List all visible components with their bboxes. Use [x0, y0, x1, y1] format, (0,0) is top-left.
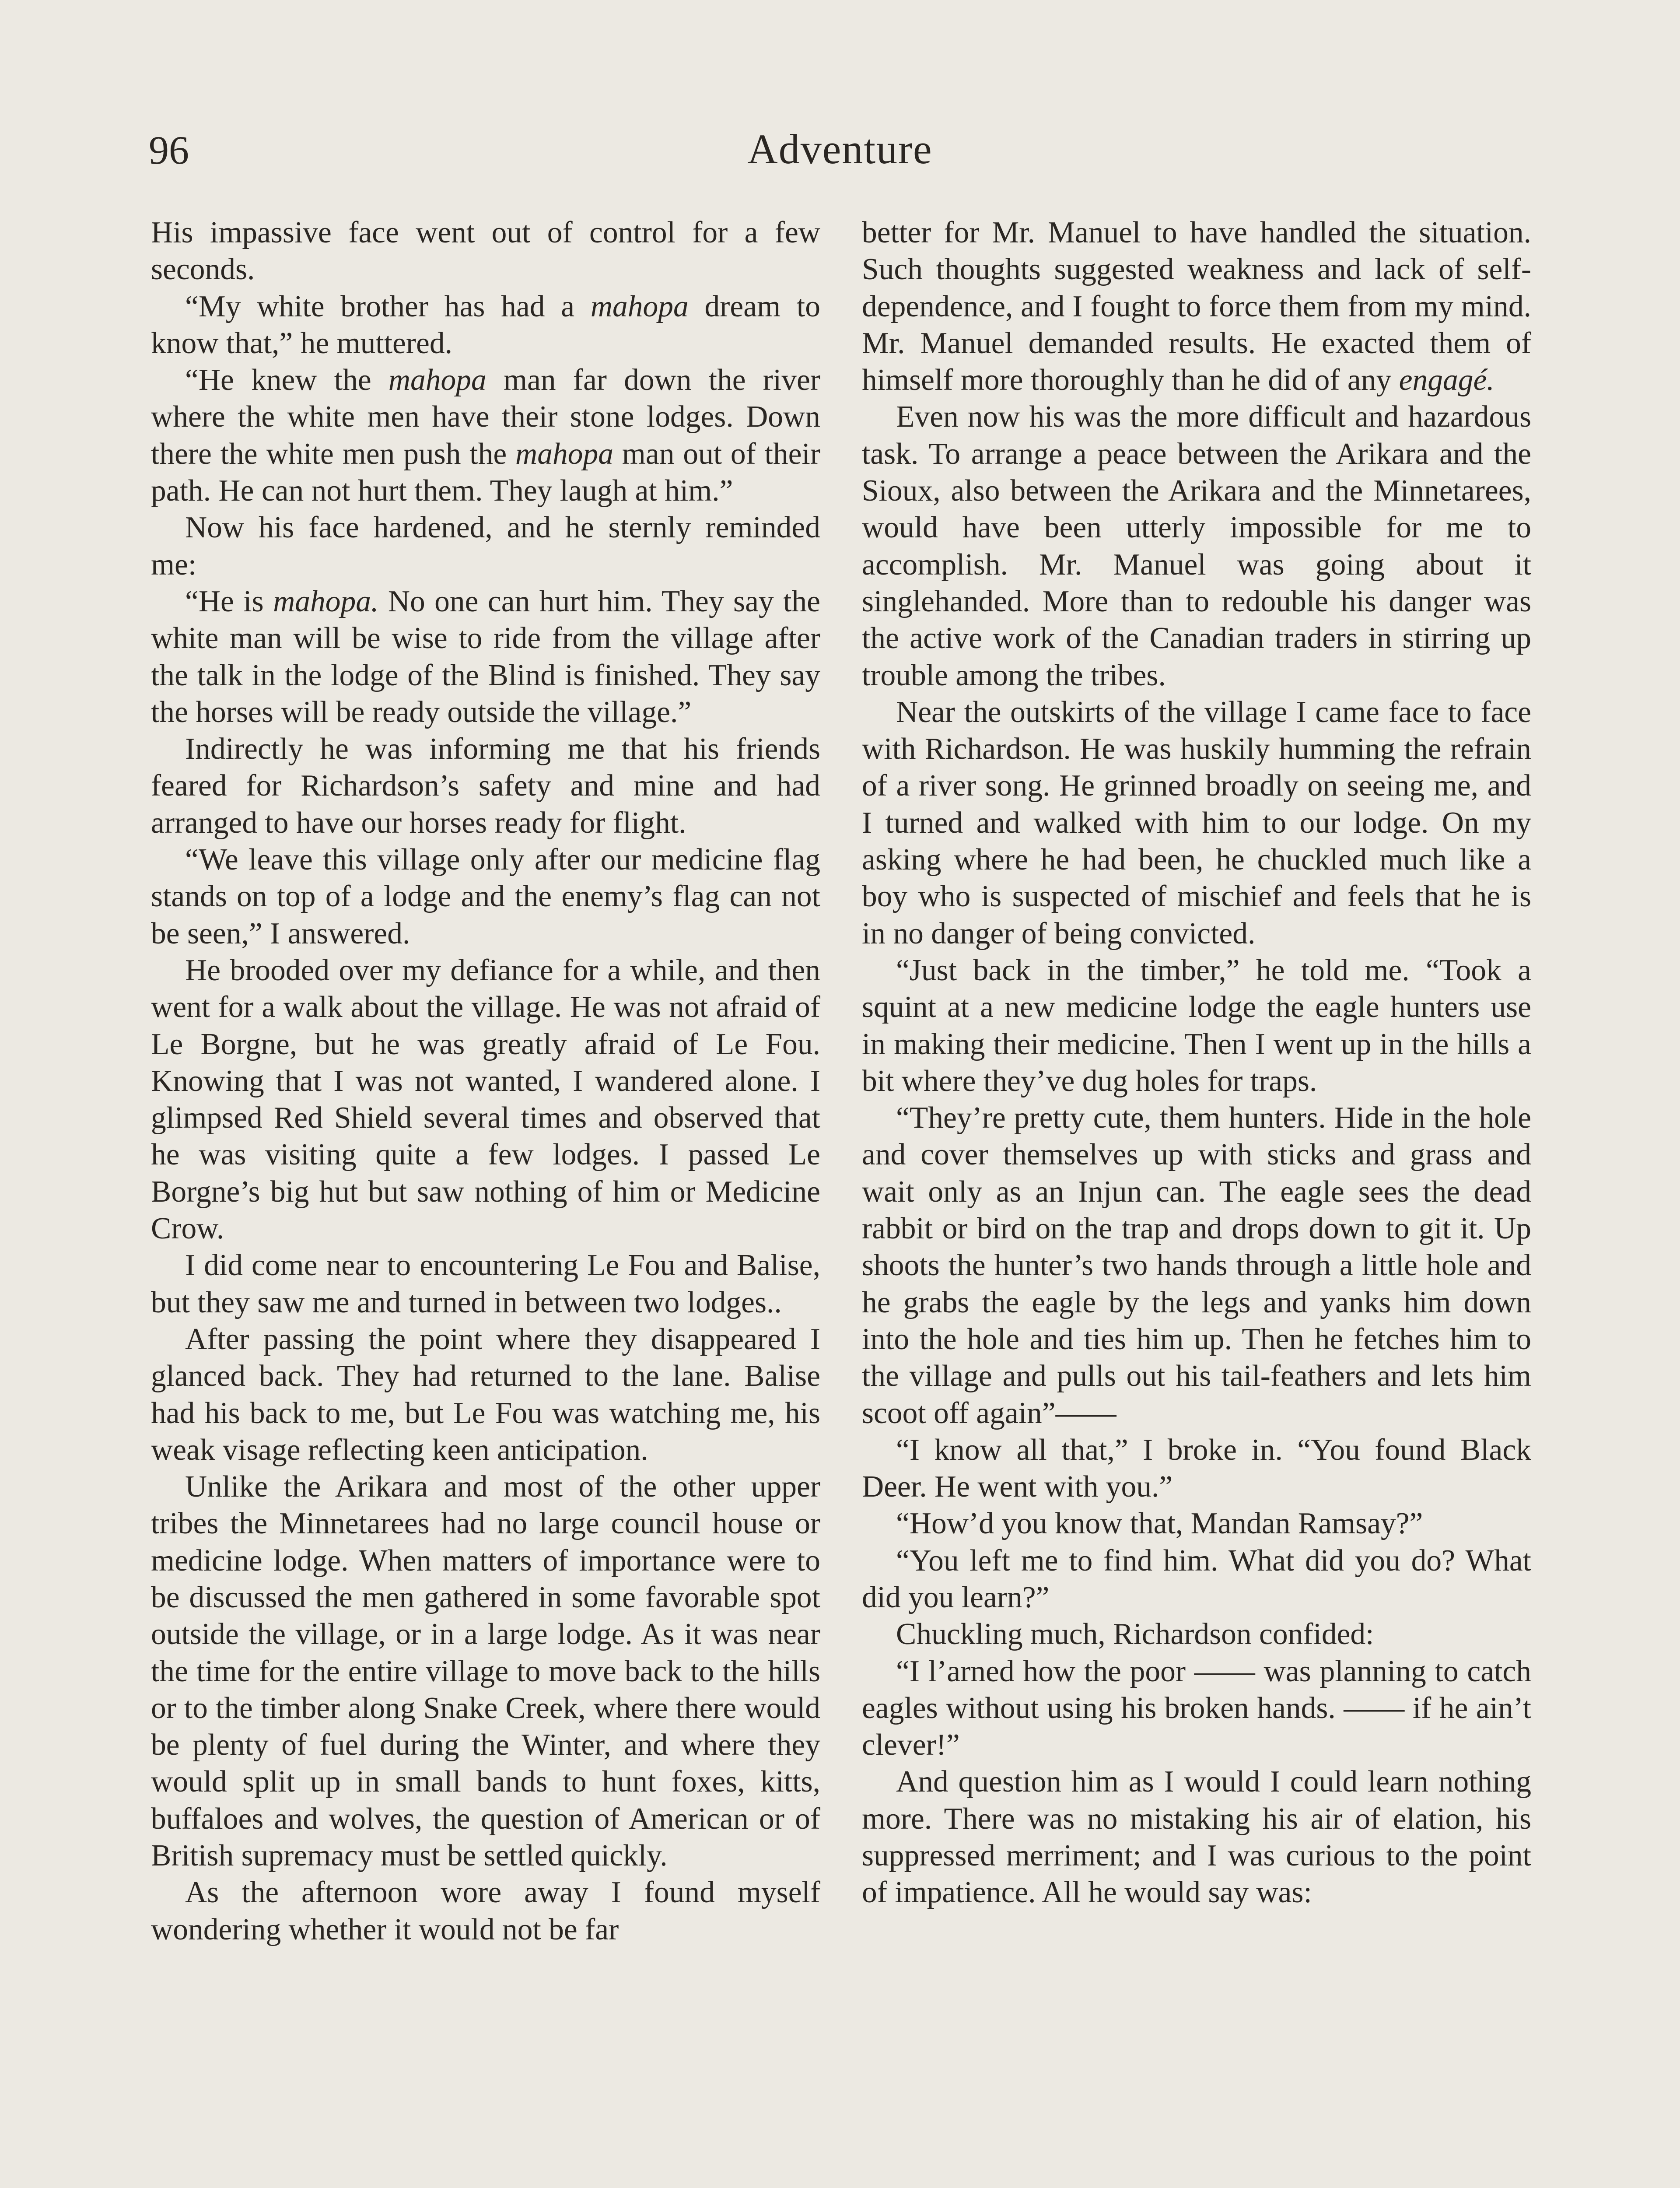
right-text-column	[862, 214, 1531, 1911]
paragraph: “I l’arned how the poor —— was planning to catch eagles without using his broken hands. —— if he ain’t clever!”	[862, 1654, 1531, 1762]
paragraph: “We leave this village only after our medicine flag stands on top of a lodge and the enemy’s flag can not be seen,” I answered.	[151, 843, 820, 950]
paragraph: Chuckling much, Richardson confided:	[896, 1617, 1374, 1652]
paragraph: “He knew the mahopa man far down the river where the white men have their stone lodges. Down there the white men push the mahopa man out of their path. He can not hurt them. They laugh at him.”	[151, 363, 820, 508]
paragraph: “How’d you know that, Mandan Ramsay?”	[896, 1507, 1423, 1541]
paragraph: Indirectly he was informing me that his friends feared for Richardson’s safety and mine and had arranged to have our horses ready for flight.	[151, 732, 820, 840]
paragraph: “He is mahopa. No one can hurt him. They say the white man will be wise to ride from the village after the talk in the lodge of the Blind is finished. They say the horses will be ready outside the village.”	[151, 584, 820, 729]
paragraph: And question him as I would I could learn nothing more. There was no mistaking his air of elation, his suppressed merriment; and I was curious to the point of impatience. All he would say was:	[862, 1765, 1531, 1910]
magazine-title: Adventure	[747, 126, 933, 172]
paragraph: Near the outskirts of the village I came face to face with Richardson. He was huskily humming the refrain of a river song. He grinned broadly on seeing me, and I turned and walked with him to our lodge. On my asking where he had been, he chuckled much like a boy who is suspected of mischief and feels that he is in no danger of being convicted.	[862, 695, 1531, 950]
paragraph: He brooded over my defiance for a while, and then went for a walk about the village. He was not afraid of Le Borgne, but he was greatly afraid of Le Fou. Knowing that I was not wanted, I wandered alone. I glimpsed Red Shield several times and observed that he was visiting quite a few lodges. I passed Le Borgne’s big hut but saw nothing of him or Medicine Crow.	[151, 953, 820, 1246]
left-text-column	[151, 214, 820, 1948]
paragraph: After passing the point where they disappeared I glanced back. They had returned to the lane. Balise had his back to me, but Le Fou was watching me, his weak visage reflecting keen anticipation.	[151, 1322, 820, 1467]
paragraph: “My white brother has had a mahopa dream to know that,” he muttered.	[151, 289, 820, 360]
paragraph: “You left me to find him. What did you do? What did you learn?”	[862, 1543, 1531, 1614]
page-number: 96	[149, 128, 189, 172]
paragraph: Even now his was the more difficult and hazardous task. To arrange a peace between the Arikara and the Sioux, also between the Arikara and the Minnetarees, would have been utterly impossible for me to accomplish. Mr. Manuel was going about it singlehanded. More than to redouble his danger was the active work of the Canadian traders in stirring up trouble among the tribes.	[862, 400, 1531, 692]
paragraph: “Just back in the timber,” he told me. “Took a squint at a new medicine lodge the eagle hunters use in making their medicine. Then I went up in the hills a bit where they’ve dug holes for traps.	[862, 953, 1531, 1098]
paragraph: I did come near to encountering Le Fou and Balise, but they saw me and turned in between two lodges..	[151, 1248, 820, 1319]
paragraph: Now his face hardened, and he sternly reminded me:	[151, 511, 820, 582]
paragraph: His impassive face went out of control for a few seconds.	[151, 216, 820, 287]
paragraph: better for Mr. Manuel to have handled the situation. Such thoughts suggested weakness and lack of self-dependence, and I fought to force them from my mind. Mr. Manuel demanded results. He exacted them of himself more thoroughly than he did of any engagé.	[862, 216, 1531, 397]
paragraph: “I know all that,” I broke in. “You found Black Deer. He went with you.”	[862, 1433, 1531, 1504]
paragraph: As the afternoon wore away I found myself wondering whether it would not be far	[151, 1876, 820, 1946]
page-header	[0, 0, 1680, 184]
paragraph: Unlike the Arikara and most of the other upper tribes the Minnetarees had no large council house or medicine lodge. When matters of importance were to be discussed the men gathered in some favorable spot outside the village, or in a large lodge. As it was near the time for the entire village to move back to the hills or to the timber along Snake Creek, where there would be plenty of fuel during the Winter, and where they would split up in small bands to hunt foxes, kitts, buffaloes and wolves, the question of American or of British supremacy must be settled quickly.	[151, 1470, 820, 1873]
paragraph: “They’re pretty cute, them hunters. Hide in the hole and cover themselves up with sticks and grass and wait only as an Injun can. The eagle sees the dead rabbit or bird on the trap and drops down to git it. Up shoots the hunter’s two hands through a little hole and he grabs the eagle by the legs and yanks him down into the hole and ties him up. Then he fetches him to the village and pulls out his tail-feathers and lets him scoot off again”——	[862, 1101, 1531, 1430]
